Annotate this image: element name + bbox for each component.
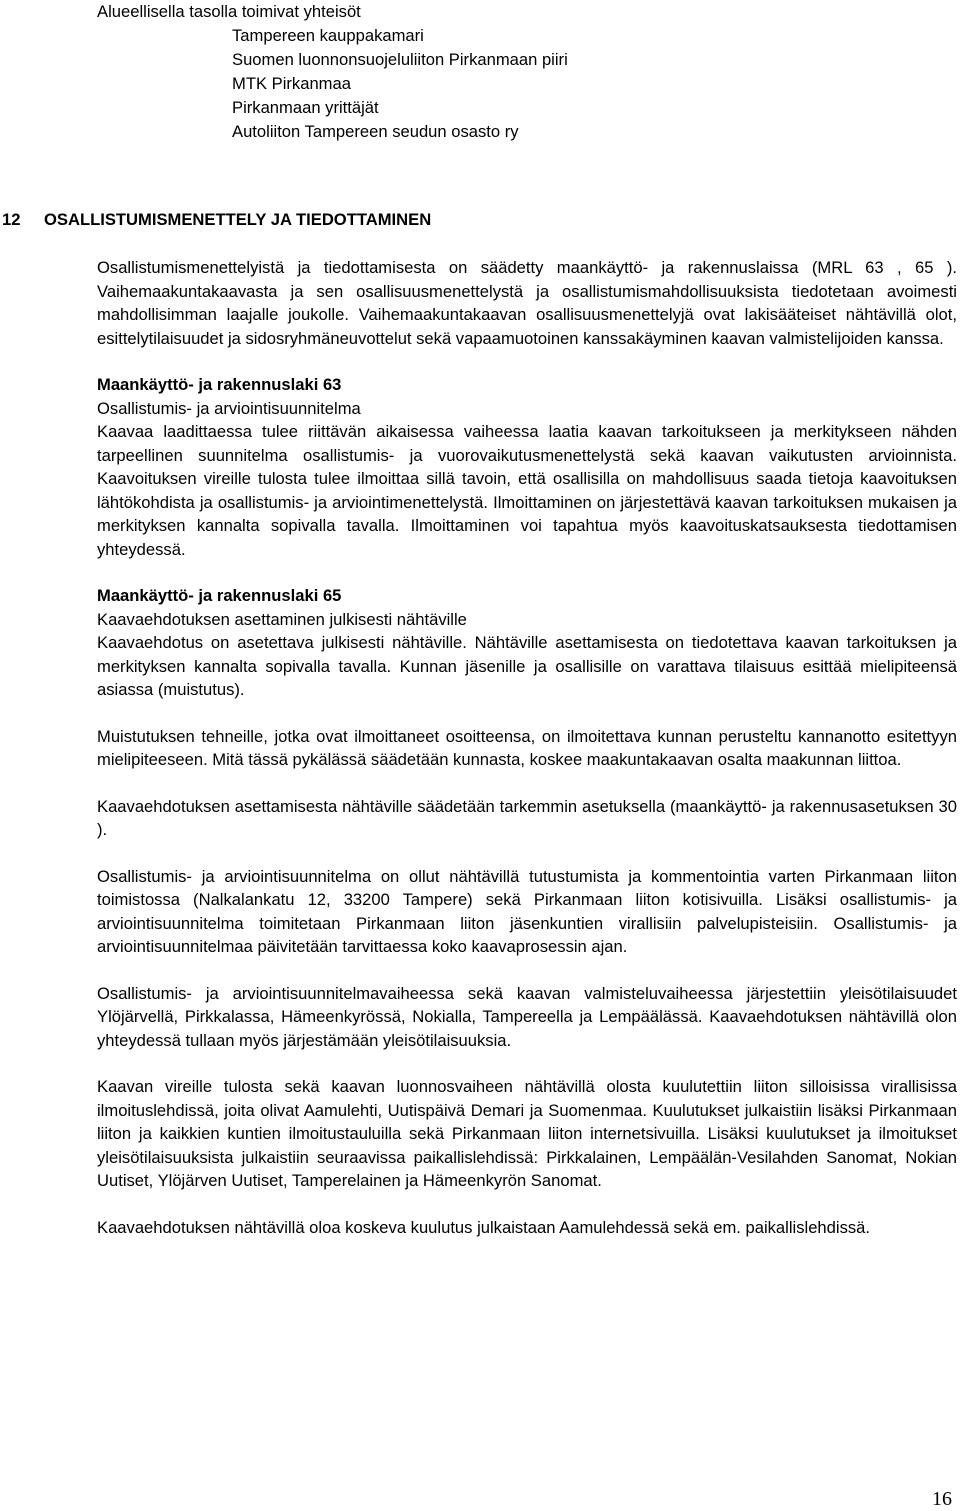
final-paragraph: Kaavaehdotuksen nähtävillä oloa koskeva kuulutus julkaistaan Aamulehdessä sekä em. paikallislehdissä. <box>97 1217 871 1237</box>
page-number: 16 <box>932 1488 952 1510</box>
law-63-subtitle: Osallistumis- ja arviointisuunnitelma <box>97 398 361 418</box>
events-paragraph: Osallistumis- ja arviointisuunnitelmavaiheessa sekä kaavan valmisteluvaiheessa järjestettiin yleisötilaisuudet Ylöjärvellä, Pirkkalassa, Hämeenkyrössä, Nokialla, Tampereella ja Lempäälässä. Kaavaehdotuksen nähtävillä olon yhteydessä tullaan myös järjestämään yleisötilaisuuksia. <box>97 983 957 1050</box>
law-65-title: Maankäyttö- ja rakennuslaki 65 <box>97 586 342 605</box>
section-body <box>97 256 957 1239</box>
law-63-text: Kaavaa laadittaessa tulee riittävän aikaisessa vaiheessa laatia kaavan tarkoitukseen ja merkitykseen nähden tarpeellinen suunnitelma osallistumis- ja vuorovaikutusmenettelystä sekä kaavan vaikutusten arvioinnista. Kaavoituksen vireille tulosta tulee ilmoittaa sillä tavoin, että osallisilla on mahdollisuus saada tietoja kaavoituksen lähtökohdista ja osallistumis- ja arviointimenettelystä. Ilmoittaminen on järjestettävä kaavan tarkoituksen mukaisen ja merkityksen kannalta sopivalla tavalla. Ilmoittaminen voi tapahtua myös kaavoituskatsauksesta tiedottamisen yhteydessä. <box>97 422 957 559</box>
organization-list <box>97 0 568 144</box>
organization-item: Suomen luonnonsuojeluliiton Pirkanmaan piiri <box>232 50 568 69</box>
oas-paragraph: Osallistumis- ja arviointisuunnitelma on ollut nähtävillä tutustumista ja kommentointia varten Pirkanmaan liiton toimistossa (Nalkalankatu 12, 33200 Tampere) sekä Pirkanmaan liiton kotisivuilla. Lisäksi osallistumis- ja arviointisuunnitelma toimitetaan Pirkanmaan liiton jäsenkuntien virallisiin palvelupisteisiin. Osallistumis- ja arviointisuunnitelmaa päivitetään tarvittaessa koko kaavaprosessin ajan. <box>97 866 957 956</box>
law-63-title: Maankäyttö- ja rakennuslaki 63 <box>97 375 342 394</box>
intro-paragraph: Osallistumismenettelyistä ja tiedottamisesta on säädetty maankäyttö- ja rakennuslaissa (MRL 63 , 65 ). Vaihemaakuntakaavasta ja sen osallisuusmenettelystä ja osallistumismahdollisuuksista tiedotetaan avoimesti mahdollisimman laajalle joukolle. Vaihemaakuntakaavan osallisuusmenettelyjä ovat lakisääteiset nähtävillä olot, esittelytilaisuudet ja sidosryhmäneuvottelut sekä vapaamuotoinen kanssakäyminen kaavan valmistelijoiden kanssa. <box>97 258 957 348</box>
asetus-paragraph: Kaavaehdotuksen asettamisesta nähtäville säädetään tarkemmin asetuksella (maankäyttö- ja rakennusasetuksen 30 ). <box>97 796 957 839</box>
organization-item: MTK Pirkanmaa <box>232 74 351 93</box>
organization-list-lead: Alueellisella tasolla toimivat yhteisöt <box>97 2 361 21</box>
muistutus-paragraph: Muistutuksen tehneille, jotka ovat ilmoittaneet osoitteensa, on ilmoitettava kunnan perusteltu kannanotto esitettyyn mielipiteeseen. Mitä tässä pykälässä säädetään kunnasta, koskee maakuntakaavan osalta maakunnan liittoa. <box>97 726 957 769</box>
announcements-paragraph: Kaavan vireille tulosta sekä kaavan luonnosvaiheen nähtävillä olosta kuulutettiin liiton silloisissa virallisissa ilmoituslehdissä, joita olivat Aamulehti, Uutispäivä Demari ja Suomenmaa. Kuulutukset julkaistiin lisäksi Pirkanmaan liiton ja kaikkien kuntien ilmoitustauluilla sekä Pirkanmaan liiton internetsivuilla. Lisäksi kuulutukset ja ilmoitukset yleisötilaisuuksista julkaistiin seuraavissa paikallislehdissä: Pirkkalainen, Lempäälän-Vesilahden Sanomat, Nokian Uutiset, Ylöjärven Uutiset, Tamperelainen ja Hämeenkyrön Sanomat. <box>97 1077 957 1190</box>
section-number: 12 <box>2 210 21 229</box>
section-title: OSALLISTUMISMENETTELY JA TIEDOTTAMINEN <box>44 210 432 229</box>
law-65-text: Kaavaehdotus on asetettava julkisesti nähtäville. Nähtäville asettamisesta on tiedotettava kaavan tarkoituksen ja merkityksen kannalta sopivalla tavalla. Kunnan jäsenille ja osallisille on varattava tilaisuus esittää mielipiteensä asiassa (muistutus). <box>97 633 957 699</box>
law-65-subtitle: Kaavaehdotuksen asettaminen julkisesti nähtäville <box>97 609 467 629</box>
organization-item: Pirkanmaan yrittäjät <box>232 98 379 117</box>
organization-item: Autoliiton Tampereen seudun osasto ry <box>232 122 519 141</box>
organization-item: Tampereen kauppakamari <box>232 26 424 45</box>
